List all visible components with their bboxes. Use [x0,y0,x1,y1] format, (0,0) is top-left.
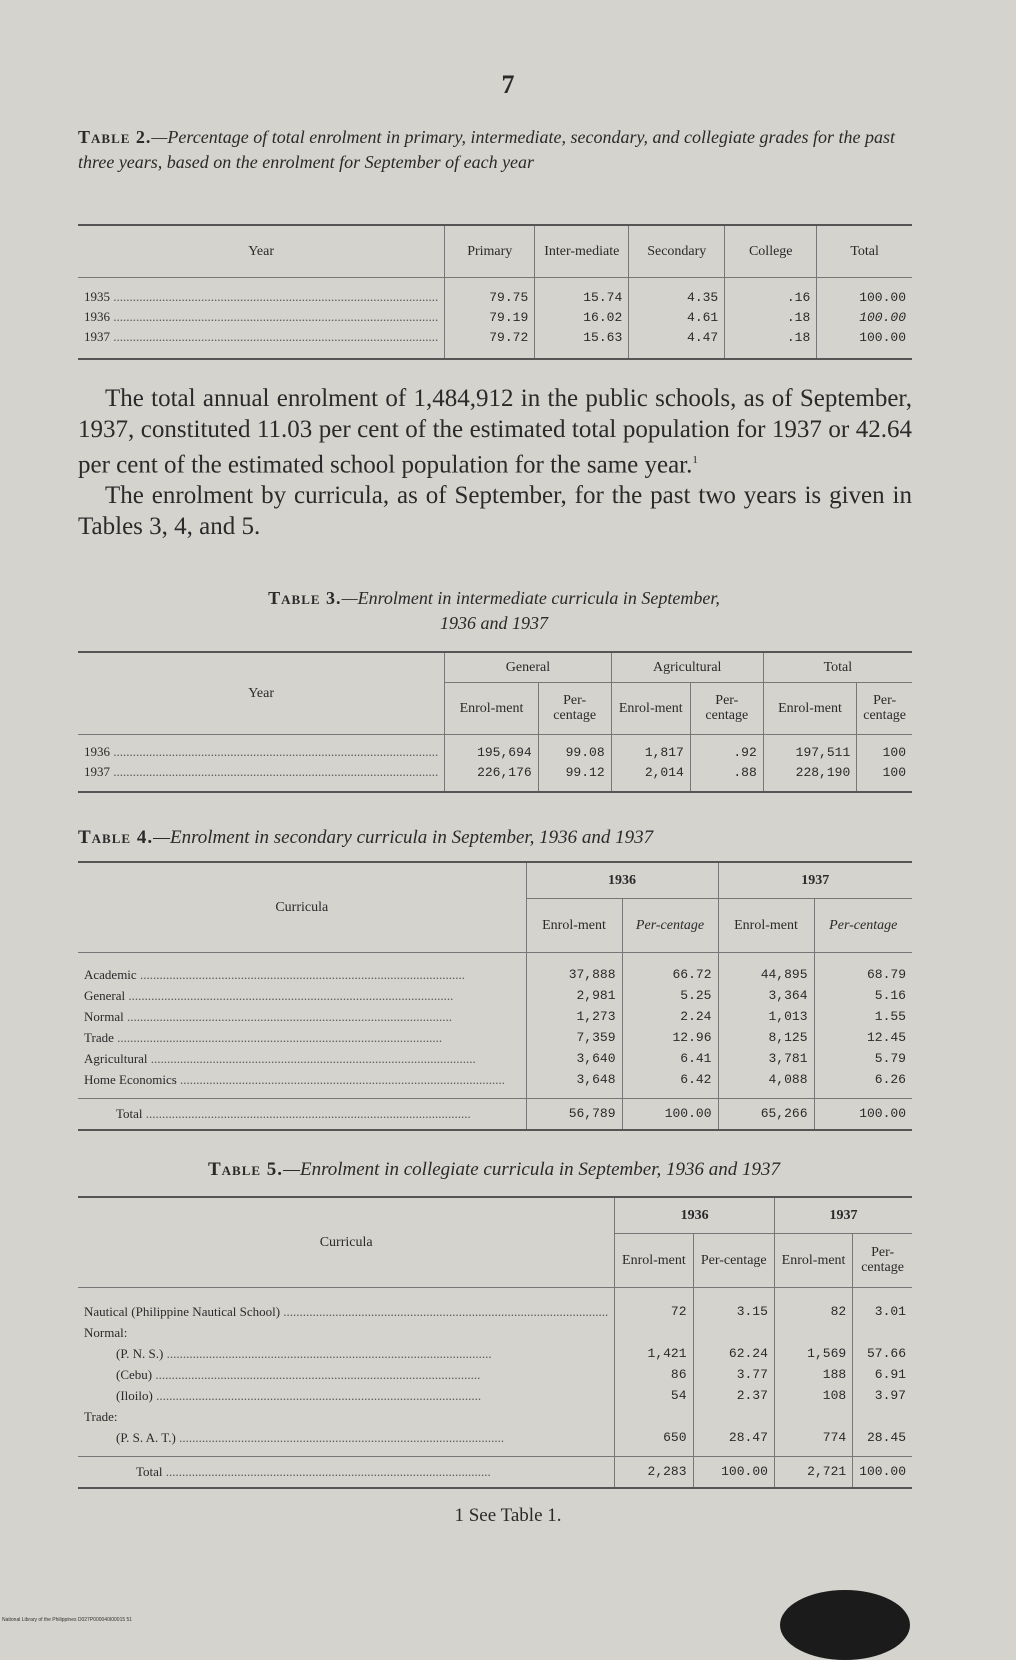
table4-caption: Table 4.—Enrolment in secondary curricula in September, 1936 and 1937 [78,827,654,848]
table5-label: Table 5. [207,1159,284,1180]
table5-caption: Table 5.—Enrolment in collegiate curricula in September, 1936 and 1937 [207,1159,780,1180]
table3-header-year: Year [78,652,445,734]
table5-year-1936: 1936 [615,1197,775,1233]
table2-header-year: Year [78,225,445,277]
table2-header-total: Total [817,225,912,277]
table-row: (P. N. S.) ..... 1,421 62.24 1,569 57.66 [78,1343,912,1364]
body-text [78,383,912,542]
table-row: Nautical (Philippine Nautical School) ..... 72 3.15 82 3.01 [78,1301,912,1322]
scan-shadow [780,1590,910,1660]
table-row: Home Economics ..... 3,648 6.42 4,088 6.26 [78,1069,912,1090]
table3-group-agricultural: Agricultural [611,652,763,682]
table5-normal-label-row: Normal: [78,1322,912,1343]
table2-label: Table 2. [78,127,152,147]
table3-label: Table 3. [268,588,342,608]
footnote-marker: 1 [692,454,698,466]
table3-caption: Table 3.—Enrolment in intermediate curricula in September, 1936 and 1937 [268,588,720,633]
page-number: 7 [501,70,515,99]
table-row: (Iloilo) ..... 54 2.37 108 3.97 [78,1385,912,1406]
table-row: Agricultural ..... 3,640 6.41 3,781 5.79 [78,1048,912,1069]
table5-trade-label-row: Trade: [78,1406,912,1427]
table2 [78,224,912,360]
table-row: 1936 ..... 79.19 16.02 4.61 .18 100.00 [78,307,912,327]
table-row: Academic ..... 37,888 66.72 44,895 68.79 [78,964,912,985]
table3: Year General Agricultural Total Enrol-ment Per-centage Enrol-ment Per-centage Enrol-ment Per-centage 1936 ..... 195,694 99.08 1,817 .92 197,511 100 1937 ..... 226,176 99.12 2,014 .88 228,190 100 [78,651,912,793]
table3-group-total: Total [763,652,912,682]
table4-year-1936: 1936 [526,862,718,898]
table2-header-intermediate: Inter-mediate [535,225,629,277]
table5-year-1937: 1937 [774,1197,912,1233]
table-row: Normal ..... 1,273 2.24 1,013 1.55 [78,1006,912,1027]
table4-header-curricula: Curricula [78,862,526,952]
table-row: (Cebu) ..... 86 3.77 188 6.91 [78,1364,912,1385]
table-row: 1936 ..... 195,694 99.08 1,817 .92 197,511 100 [78,742,912,762]
paragraph-1: The total annual enrolment of 1,484,912 in the public schools, as of September, 1937, constituted 11.03 per cent of the estimated total population for 1937 or 42.64 per cent of the estimated school population for the same year.$^1$ [78,385,912,479]
table2-caption [78,125,910,175]
table5-total-row: Total ..... 2,283 100.00 2,721 100.00 [78,1456,912,1488]
table2-header-primary: Primary [445,225,535,277]
table4-total-row: Total ..... 56,789 100.00 65,266 100.00 [78,1098,912,1130]
table4-year-1937: 1937 [718,862,912,898]
table-row: (P. S. A. T.) ..... 650 28.47 774 28.45 [78,1427,912,1448]
table4: Curricula 1936 1937 Enrol-ment Per-centage Enrol-ment Per-centage Academic ..... 37,888 66.72 44,895 68.79 General ..... 2,981 5.25 3,364 5.16 Normal ..... 1,273 2.24 1,013 1.55 Trade ..... 7,359 12.96 8,125 12.45 Agricultural ..... 3,640 6.41 3,781 5.79 Home Economics ..... 3,648 6.42 4,088 6.26 Total ..... 56,789 100.00 65,266 100.00 [78,861,912,1131]
table-row: General ..... 2,981 5.25 3,364 5.16 [78,985,912,1006]
table2-header-college: College [725,225,817,277]
table3-group-general: General [445,652,611,682]
table2-caption-text: —Percentage of total enrolment in primary, intermediate, secondary, and collegiate grades for the past three years, based on the enrolment for September of each year [78,127,895,172]
table5-header-curricula: Curricula [78,1197,615,1287]
scan-credit: National Library of the Philippines D027P000040I00015 51 [2,1617,133,1623]
footnote: 1 See Table 1. [454,1505,562,1526]
table-row: 1937 ..... 226,176 99.12 2,014 .88 228,190 100 [78,762,912,782]
table2-header-secondary: Secondary [629,225,725,277]
table-row: 1937 ..... 79.72 15.63 4.47 .18 100.00 [78,327,912,347]
table5: Curricula 1936 1937 Enrol-ment Per-centage Enrol-ment Per-centage Nautical (Philippine Nautical School) ..... 72 3.15 82 3.01 Normal: (P. N. S.) ..... 1,421 62.24 1,569 57.66 (Cebu) ..... 86 3.77 188 6.91 (Iloilo) ..... 54 2.37 108 3.97 Trade: (P. S. A. T.) ..... 650 28.47 774 28.45 Total ..... 2,283 100.00 2,721 100.00 [78,1196,912,1489]
paragraph-2: The enrolment by curricula, as of September, for the past two years is given in Tables 3, 4, and 5. [78,482,912,541]
table-row: Trade ..... 7,359 12.96 8,125 12.45 [78,1027,912,1048]
table-row: 1935 ..... 79.75 15.74 4.35 .16 100.00 [78,287,912,307]
table4-label: Table 4. [78,827,154,848]
